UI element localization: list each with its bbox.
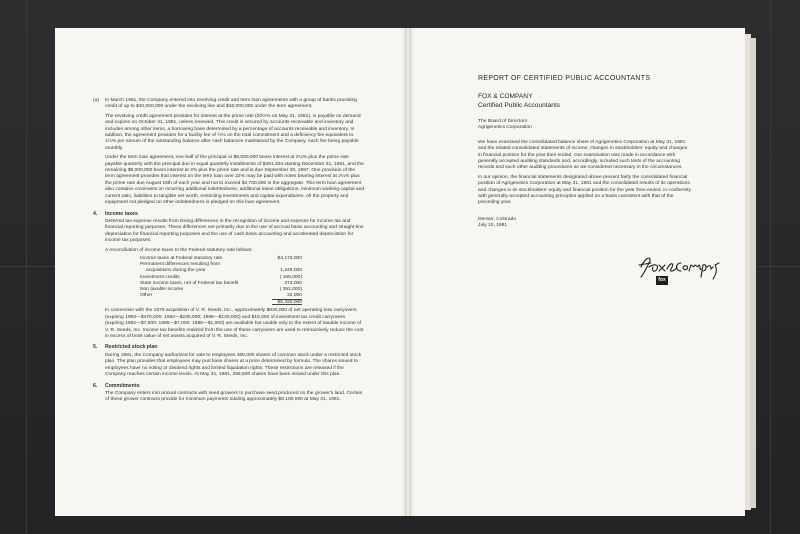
deferred-tax-paragraph: Deferred tax expense results from timing differences in the recognition of income and expense for income tax and financial reporting purposes. These differences are primarily due to the use of accrual basis accounting and straight-line depreciation for financial reporting purposes and the use of cash basis accounting and accelerated depreciation for income tax purposes. xyxy=(105,218,364,244)
addressee-line: The Board of Directors xyxy=(478,119,528,124)
firm-signature xyxy=(635,253,721,287)
table-row: Income taxes at Federal statutory rate $4,173,000 xyxy=(140,255,302,261)
table-row: acquisitions during the year 1,249,000 xyxy=(146,268,302,274)
grid-line xyxy=(0,266,55,267)
tax-reconciliation-table xyxy=(140,256,302,306)
report-title: REPORT OF CERTIFIED PUBLIC ACCOUNTANTS xyxy=(478,75,651,82)
firm-subtitle: Certified Public Accountants xyxy=(478,102,561,109)
examination-paragraph: We have examined the consolidated balance sheet of Agrigenetics Corporation at May 31, 1981 and the related consolidated statements of income, changes in stockholders' equity and changes in financial position for the year then ended. Our examination was made in accordance with generally accepted auditing standards and, accordingly, included such tests of the accounting records and such other auditing procedures as we considered necessary in the circumstances. xyxy=(478,139,688,171)
carryover-paragraph: In connection with the 1979 acquisition of V. R. Seeds, Inc., approximately $830,000 of net operating loss carryovers (expiring 1983—$470,000; 1984—$230,000; 1986—$130,000) and $15,000 of investment tax credit carryovers (expiring 1982—$7,000; 1985—$7,000; 1986—$1,000) are available but usable only to the extent of taxable income of V. R. Seeds, Inc. Income tax benefits realized from the use of these carryovers are used to retroactively reduce the cost in excess of book value of net assets acquired of V. R. Seeds, Inc. xyxy=(105,308,364,340)
report-date: July 10, 1981 xyxy=(478,223,508,229)
section-heading-income-taxes: 4. Income taxes xyxy=(93,210,138,217)
restricted-stock-paragraph: During 1981, the Company authorized for sale to employees 300,000 shares of common stock under a restricted stock plan. The plan provides that employees may purchase shares at a price determined by formula. The shares issued to employees have no voting or dividend rights and limited liquidation rights. These restrictions are released if the Company reaches certain income levels. At May 31, 1981, 259,500 shares have been issued under this plan. xyxy=(105,352,362,378)
reconciliation-intro: A reconciliation of income taxes to the Federal statutory rate follows: xyxy=(105,247,253,253)
section-heading-restricted-stock: 5. Restricted stock plan xyxy=(93,344,158,351)
grid-line xyxy=(26,0,27,534)
auditor-report-body xyxy=(478,119,692,230)
notes-column xyxy=(93,98,365,407)
grid-line xyxy=(770,0,771,534)
table-row: Permanent differences resulting from xyxy=(140,262,221,268)
report-place: Denver, Colorado xyxy=(478,216,517,222)
table-row: Non taxable income ( 352,000) xyxy=(140,286,302,292)
firm-name: FOX & COMPANY xyxy=(478,93,533,100)
para-a-intro: In March 1981, the Company entered into revolving credit and term loan agreements with a group of banks providing credit of up to $40,000,000 under the revolving line and $18,000,000 under the term agreement. xyxy=(105,98,358,110)
table-row: State income taxes, net of Federal tax benefit 373,000 xyxy=(140,280,302,286)
section-heading-commitments: 6. Commitments xyxy=(93,382,140,389)
page-edge-stack xyxy=(750,38,756,508)
para-a-tag: (a) xyxy=(93,98,99,103)
addressee-line: Agrigenetics Corporation xyxy=(478,125,532,131)
table-total-row: $5,320,000 xyxy=(140,299,302,305)
revolving-credit-paragraph: The revolving credit agreement provides for interest at the prime rate (20½% on May 31, 1981), is payable on demand and expires on October 31, 1981, unless renewed. This credit is secured by accounts receivable and inventory and includes among other items, a borrowing base determined by a percentage of accounts receivable and inventory. In addition, the agreement provides for a facility fee of ½% on the total commitment and a deficiency fee equivalent to 1½% per annum of the outstanding balance after cash balances maintained by the Company, each fee being payable monthly. xyxy=(105,113,361,151)
table-row: Other 32,000 xyxy=(140,293,302,299)
commitments-paragraph: The Company enters into annual contracts with seed growers to purchase seed produced on the grower's land. Certain of these grower contracts provide for minimum payments totaling approximately $8,100,000 at May 31, 1981. xyxy=(105,390,363,403)
firm-logo xyxy=(656,276,668,285)
logo-text: fox xyxy=(658,277,666,283)
table-row: Investment credits ( 155,000) xyxy=(140,274,302,280)
book-gutter xyxy=(405,28,411,516)
term-loan-paragraph: Under the term loan agreement, one-half of the principal or $9,000,000 bears interest at 2¼% plus the prime rate payable quarterly with the principal due in equal quarterly installments of $391,304 starting December 31, 1981, and the remaining $9,000,000 bears interest at 3% plus the prime rate and is due September 30, 1987. One provision of the term agreement provides that interest on the term loan over 22% may be paid with notes bearing interest at 2¼% plus the prime rate due August 15th of each year and not to exceed $2,700,000 in the aggregate. This term loan agreement also contains covenants on incurring additional indebtedness, additional lease obligations, minimum working capital and current ratio, liabilities to tangible net worth, restricting investments and capital expenditures. All the property and equipment not pledged on other indebtedness is pledged on this loan agreement. xyxy=(105,155,365,206)
opinion-paragraph: In our opinion, the financial statements designated above present fairly the consolidated financial position of Agrigenetics Corporation at May 31, 1981 and the consolidated results of its operations and changes in its stockholders' equity and financial position for the year then ended, in conformity with generally accepted accounting principles applied on a basis consistent with that of the preceding year. xyxy=(478,174,691,206)
